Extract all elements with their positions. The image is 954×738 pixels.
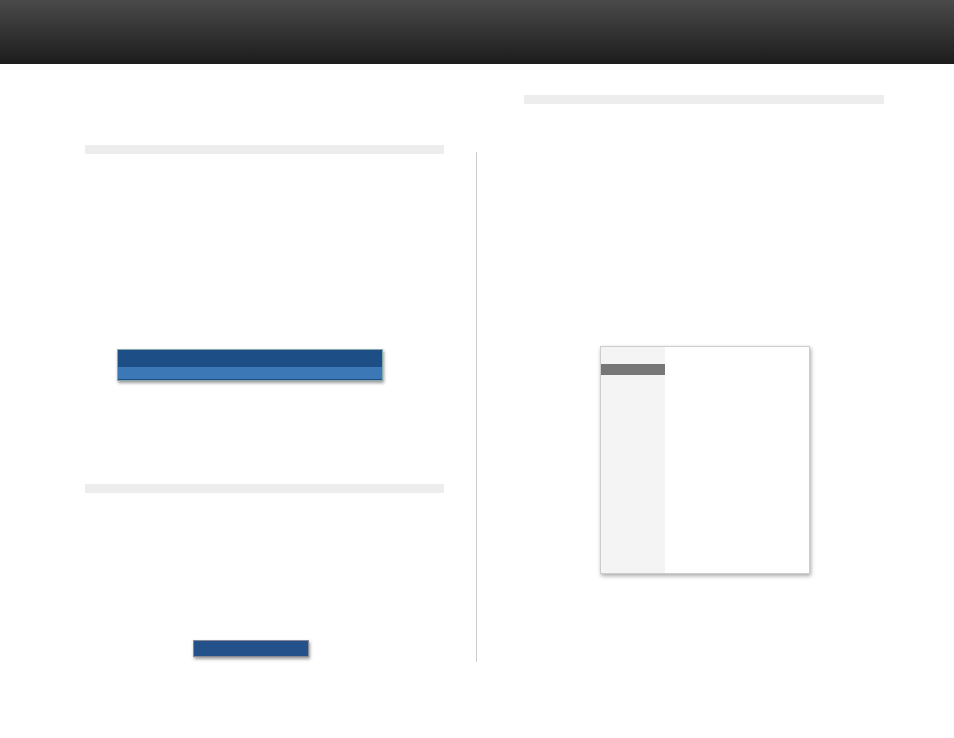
note-1 xyxy=(85,145,444,154)
nav-top-tabs xyxy=(118,350,382,367)
screenshot-label-column xyxy=(601,347,665,573)
column-divider xyxy=(476,152,477,662)
tab-navigation-screenshot xyxy=(117,349,383,381)
nav-sub-tabs xyxy=(118,367,382,379)
note-help xyxy=(524,95,884,104)
save-cancel-screenshot xyxy=(193,640,309,657)
basic-setup-screenshot xyxy=(600,346,810,574)
page-header xyxy=(0,0,954,64)
note-2 xyxy=(85,484,444,493)
screenshot-section-bar xyxy=(601,364,665,375)
